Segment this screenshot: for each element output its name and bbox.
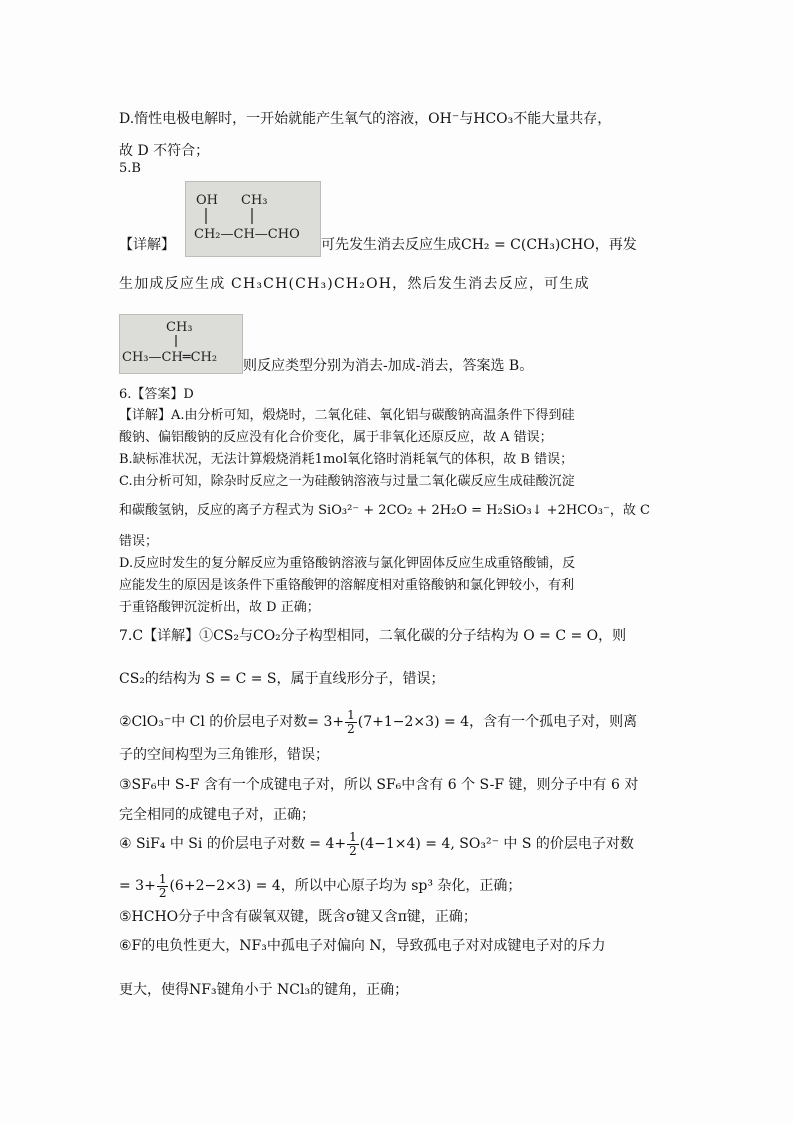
mol1-oh: OH — [196, 193, 218, 208]
q7-l10: ⑥F的电负性更大，NF₃中孤电子对偏向 N，导致孤电子对对成键电子对的斥力 — [119, 938, 606, 954]
q7-l8f-den: 2 — [158, 885, 167, 900]
fraction-half-1 — [345, 709, 357, 736]
q6-d2: 应能发生的原因是该条件下重铬酸钾的溶解度相对重铬酸钠和氯化钾较小，有利 — [119, 578, 575, 593]
d4-line2: 故 D 不符合； — [119, 143, 210, 159]
mol2-chain: CH₃—CH═CH₂ — [122, 350, 218, 365]
q6-c2: 和碳酸氢钠，反应的离子方程式为 SiO₃²⁻ + 2CO₂ + 2H₂O = H₂SiO₃↓ +2HCO₃⁻，故 C — [119, 503, 650, 518]
q7-l3f-den: 2 — [347, 721, 355, 736]
q6-d3: 于重铬酸钾沉淀析出，故 D 正确； — [119, 600, 320, 615]
q7-l7a: ④ SiF₄ 中 Si 的价层电子对数 = 4+ — [119, 836, 347, 852]
mol1-chain: CH₂—CH—CHO — [194, 227, 300, 242]
q6-b: B.缺标准状况，无法计算煅烧消耗1mol氧化铬时消耗氧气的体积，故 B 错误； — [119, 452, 574, 467]
q7-l4: 子的空间构型为三角锥形，错误； — [119, 747, 329, 763]
q7-l9: ⑤HCHO分子中含有碳氧双键，既含σ键又含π键，正确； — [119, 909, 477, 925]
q7-l3b: (7+1−2×3) = 4，含有一个孤电子对，则离 — [357, 714, 638, 730]
q5-text-b: 生加成反应生成 CH₃CH(CH₃)CH₂OH，然后发生消去反应，可生成 — [119, 276, 590, 292]
fraction-half-2 — [347, 831, 359, 858]
q6-a1: 【详解】A.由分析可知，煅烧时，二氧化硅、氧化铝与碳酸钠高温条件下得到硅 — [119, 408, 575, 423]
q7-l11: 更大，使得NF₃键角小于 NCl₃的键角，正确； — [119, 982, 409, 998]
q5-text-c: 则反应类型分别为消去-加成-消去，答案选 B。 — [243, 358, 534, 374]
q7-l8b: (6+2−2×3) = 4，所以中心原子均为 sp³ 杂化，正确； — [169, 878, 522, 894]
mol1-ch3: CH₃ — [241, 193, 268, 208]
fraction-half-3 — [157, 873, 169, 900]
q5-detail-label — [119, 236, 175, 254]
q6-d1: D.反应时发生的复分解反应为重铬酸钠溶液与氯化钾固体反应生成重铬酸铺，反 — [119, 556, 576, 571]
q5-answer: 5.B — [119, 161, 141, 176]
mol2-ch3: CH₃ — [166, 320, 193, 335]
q7-l6: 完全相同的成键电子对，正确； — [119, 807, 315, 823]
structure-image-1 — [185, 181, 321, 257]
structure-image-2 — [119, 314, 243, 374]
q6-a2: 酸钠、偏铝酸钠的反应没有化合价变化，属于非氧化还原反应，故 A 错误； — [119, 430, 553, 445]
q7-l7 — [119, 828, 634, 860]
q5-text-a: 可先发生消去反应生成CH₂ = C(CH₃)CHO，再发 — [321, 237, 637, 253]
q6-c1: C.由分析可知，除杂时反应之一为硅酸钠溶液与过量二氧化碳反应生成硅酸沉淀 — [119, 474, 575, 489]
q7-l3a: ②ClO₃⁻中 Cl 的价层电子对数= 3+ — [119, 714, 345, 730]
q7-l2: CS₂的结构为 S = C = S，属于直线形分子，错误； — [119, 671, 445, 687]
q7-l7b: (4−1×4) = 4, SO₃²⁻ 中 S 的价层电子对数 — [359, 836, 634, 852]
q6-answer: 6.【答案】D — [119, 387, 194, 402]
q7-l5: ③SF₆中 S-F 含有一个成键电子对，所以 SF₆中含有 6 个 S-F 键，则分子中有 6 对 — [119, 777, 639, 793]
d4-line1: D.惰性电极电解时，一开始就能产生氧气的溶液，OH⁻与HCO₃不能大量共存， — [119, 111, 612, 127]
q6-c3: 错误； — [119, 534, 159, 549]
q7-l3f-num: 1 — [347, 707, 355, 722]
q7-l8a: = 3+ — [119, 878, 156, 894]
q7-l3 — [119, 706, 637, 738]
q7-l8f-num: 1 — [158, 871, 167, 886]
q7-l7f-den: 2 — [349, 843, 357, 858]
q7-l1: 7.C【详解】①CS₂与CO₂分子构型相同，二氧化碳的分子结构为 O = C = O，则 — [119, 628, 627, 644]
q5-detail-tag: 【详解】 — [119, 237, 175, 253]
q7-l7f-num: 1 — [349, 829, 357, 844]
q7-l8 — [119, 870, 521, 902]
